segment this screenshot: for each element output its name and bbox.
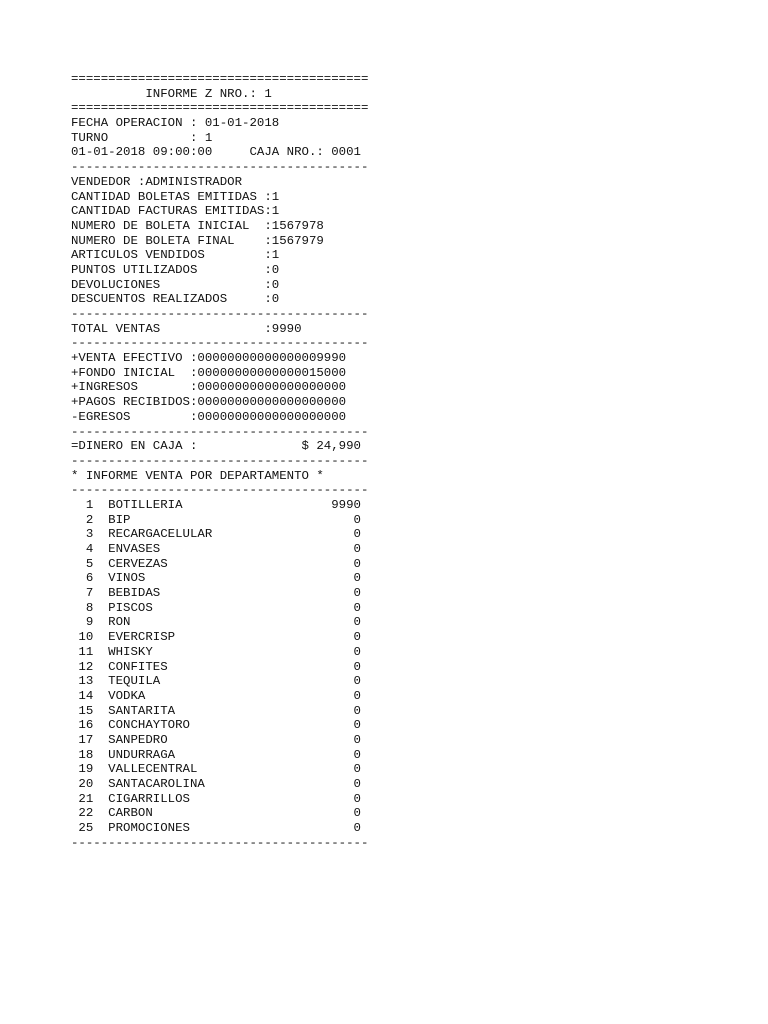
field-line: NUMERO DE BOLETA INICIAL :1567978: [71, 218, 324, 233]
department-row: 8 PISCOS 0: [71, 600, 361, 615]
separator-line: ----------------------------------------: [71, 453, 369, 468]
department-row: 19 VALLECENTRAL 0: [71, 762, 361, 777]
department-row: 18 UNDURRAGA 0: [71, 747, 361, 762]
department-row: 16 CONCHAYTORO 0: [71, 718, 361, 733]
department-row: 15 SANTARITA 0: [71, 703, 361, 718]
separator-line: ----------------------------------------: [71, 160, 369, 175]
department-row: 25 PROMOCIONES 0: [71, 821, 361, 836]
department-row: 1 BOTILLERIA 9990: [71, 497, 361, 512]
separator-line: ----------------------------------------: [71, 483, 369, 498]
section-heading: * INFORME VENTA POR DEPARTAMENTO *: [71, 468, 324, 483]
department-row: 7 BEBIDAS 0: [71, 586, 361, 601]
cash-line: +FONDO INICIAL :00000000000000015000: [71, 365, 347, 380]
separator-line: ----------------------------------------: [71, 424, 369, 439]
department-row: 14 VODKA 0: [71, 688, 361, 703]
field-line: NUMERO DE BOLETA FINAL :1567979: [71, 233, 324, 248]
field-line: VENDEDOR :ADMINISTRADOR: [71, 174, 243, 189]
department-row: 10 EVERCRISP 0: [71, 630, 361, 645]
cash-line: +VENTA EFECTIVO :00000000000000009990: [71, 351, 347, 366]
separator-line: ----------------------------------------: [71, 307, 369, 321]
department-row: 4 ENVASES 0: [71, 542, 361, 556]
field-line: TURNO : 1: [71, 130, 213, 145]
department-row: 3 RECARGACELULAR 0: [71, 527, 361, 542]
department-row: 12 CONFITES 0: [71, 659, 361, 674]
department-row: 11 WHISKY 0: [71, 644, 361, 659]
cash-line: +PAGOS RECIBIDOS:00000000000000000000: [71, 395, 347, 410]
field-line: 01-01-2018 09:00:00 CAJA NRO.: 0001: [71, 145, 361, 160]
field-line: ARTICULOS VENDIDOS :1: [71, 248, 280, 263]
report-title: INFORME Z NRO.: 1: [71, 86, 272, 101]
separator-line: ========================================: [71, 72, 369, 86]
field-line: CANTIDAD BOLETAS EMITIDAS :1: [71, 189, 280, 204]
field-line: PUNTOS UTILIZADOS :0: [71, 262, 280, 277]
department-row: 22 CARBON 0: [71, 806, 361, 821]
separator-line: ----------------------------------------: [71, 835, 369, 850]
cash-line: +INGRESOS :00000000000000000000: [71, 380, 347, 395]
department-row: 17 SANPEDRO 0: [71, 732, 361, 747]
total-line: =DINERO EN CAJA : $ 24,990: [71, 439, 361, 454]
separator-line: ========================================: [71, 101, 369, 116]
department-row: 13 TEQUILA 0: [71, 674, 361, 689]
total-line: TOTAL VENTAS :9990: [71, 321, 302, 336]
department-row: 9 RON 0: [71, 615, 361, 630]
cash-line: -EGRESOS :00000000000000000000: [71, 409, 347, 424]
field-line: FECHA OPERACION : 01-01-2018: [71, 116, 280, 131]
department-row: 2 BIP 0: [71, 512, 361, 527]
department-row: 20 SANTACAROLINA 0: [71, 777, 361, 791]
department-row: 6 VINOS 0: [71, 571, 361, 586]
separator-line: ----------------------------------------: [71, 336, 369, 351]
receipt-document: [71, 72, 368, 850]
department-row: 21 CIGARRILLOS 0: [71, 791, 361, 806]
field-line: CANTIDAD FACTURAS EMITIDAS:1: [71, 204, 280, 219]
department-row: 5 CERVEZAS 0: [71, 556, 361, 571]
field-line: DESCUENTOS REALIZADOS :0: [71, 292, 280, 307]
field-line: DEVOLUCIONES :0: [71, 277, 280, 292]
